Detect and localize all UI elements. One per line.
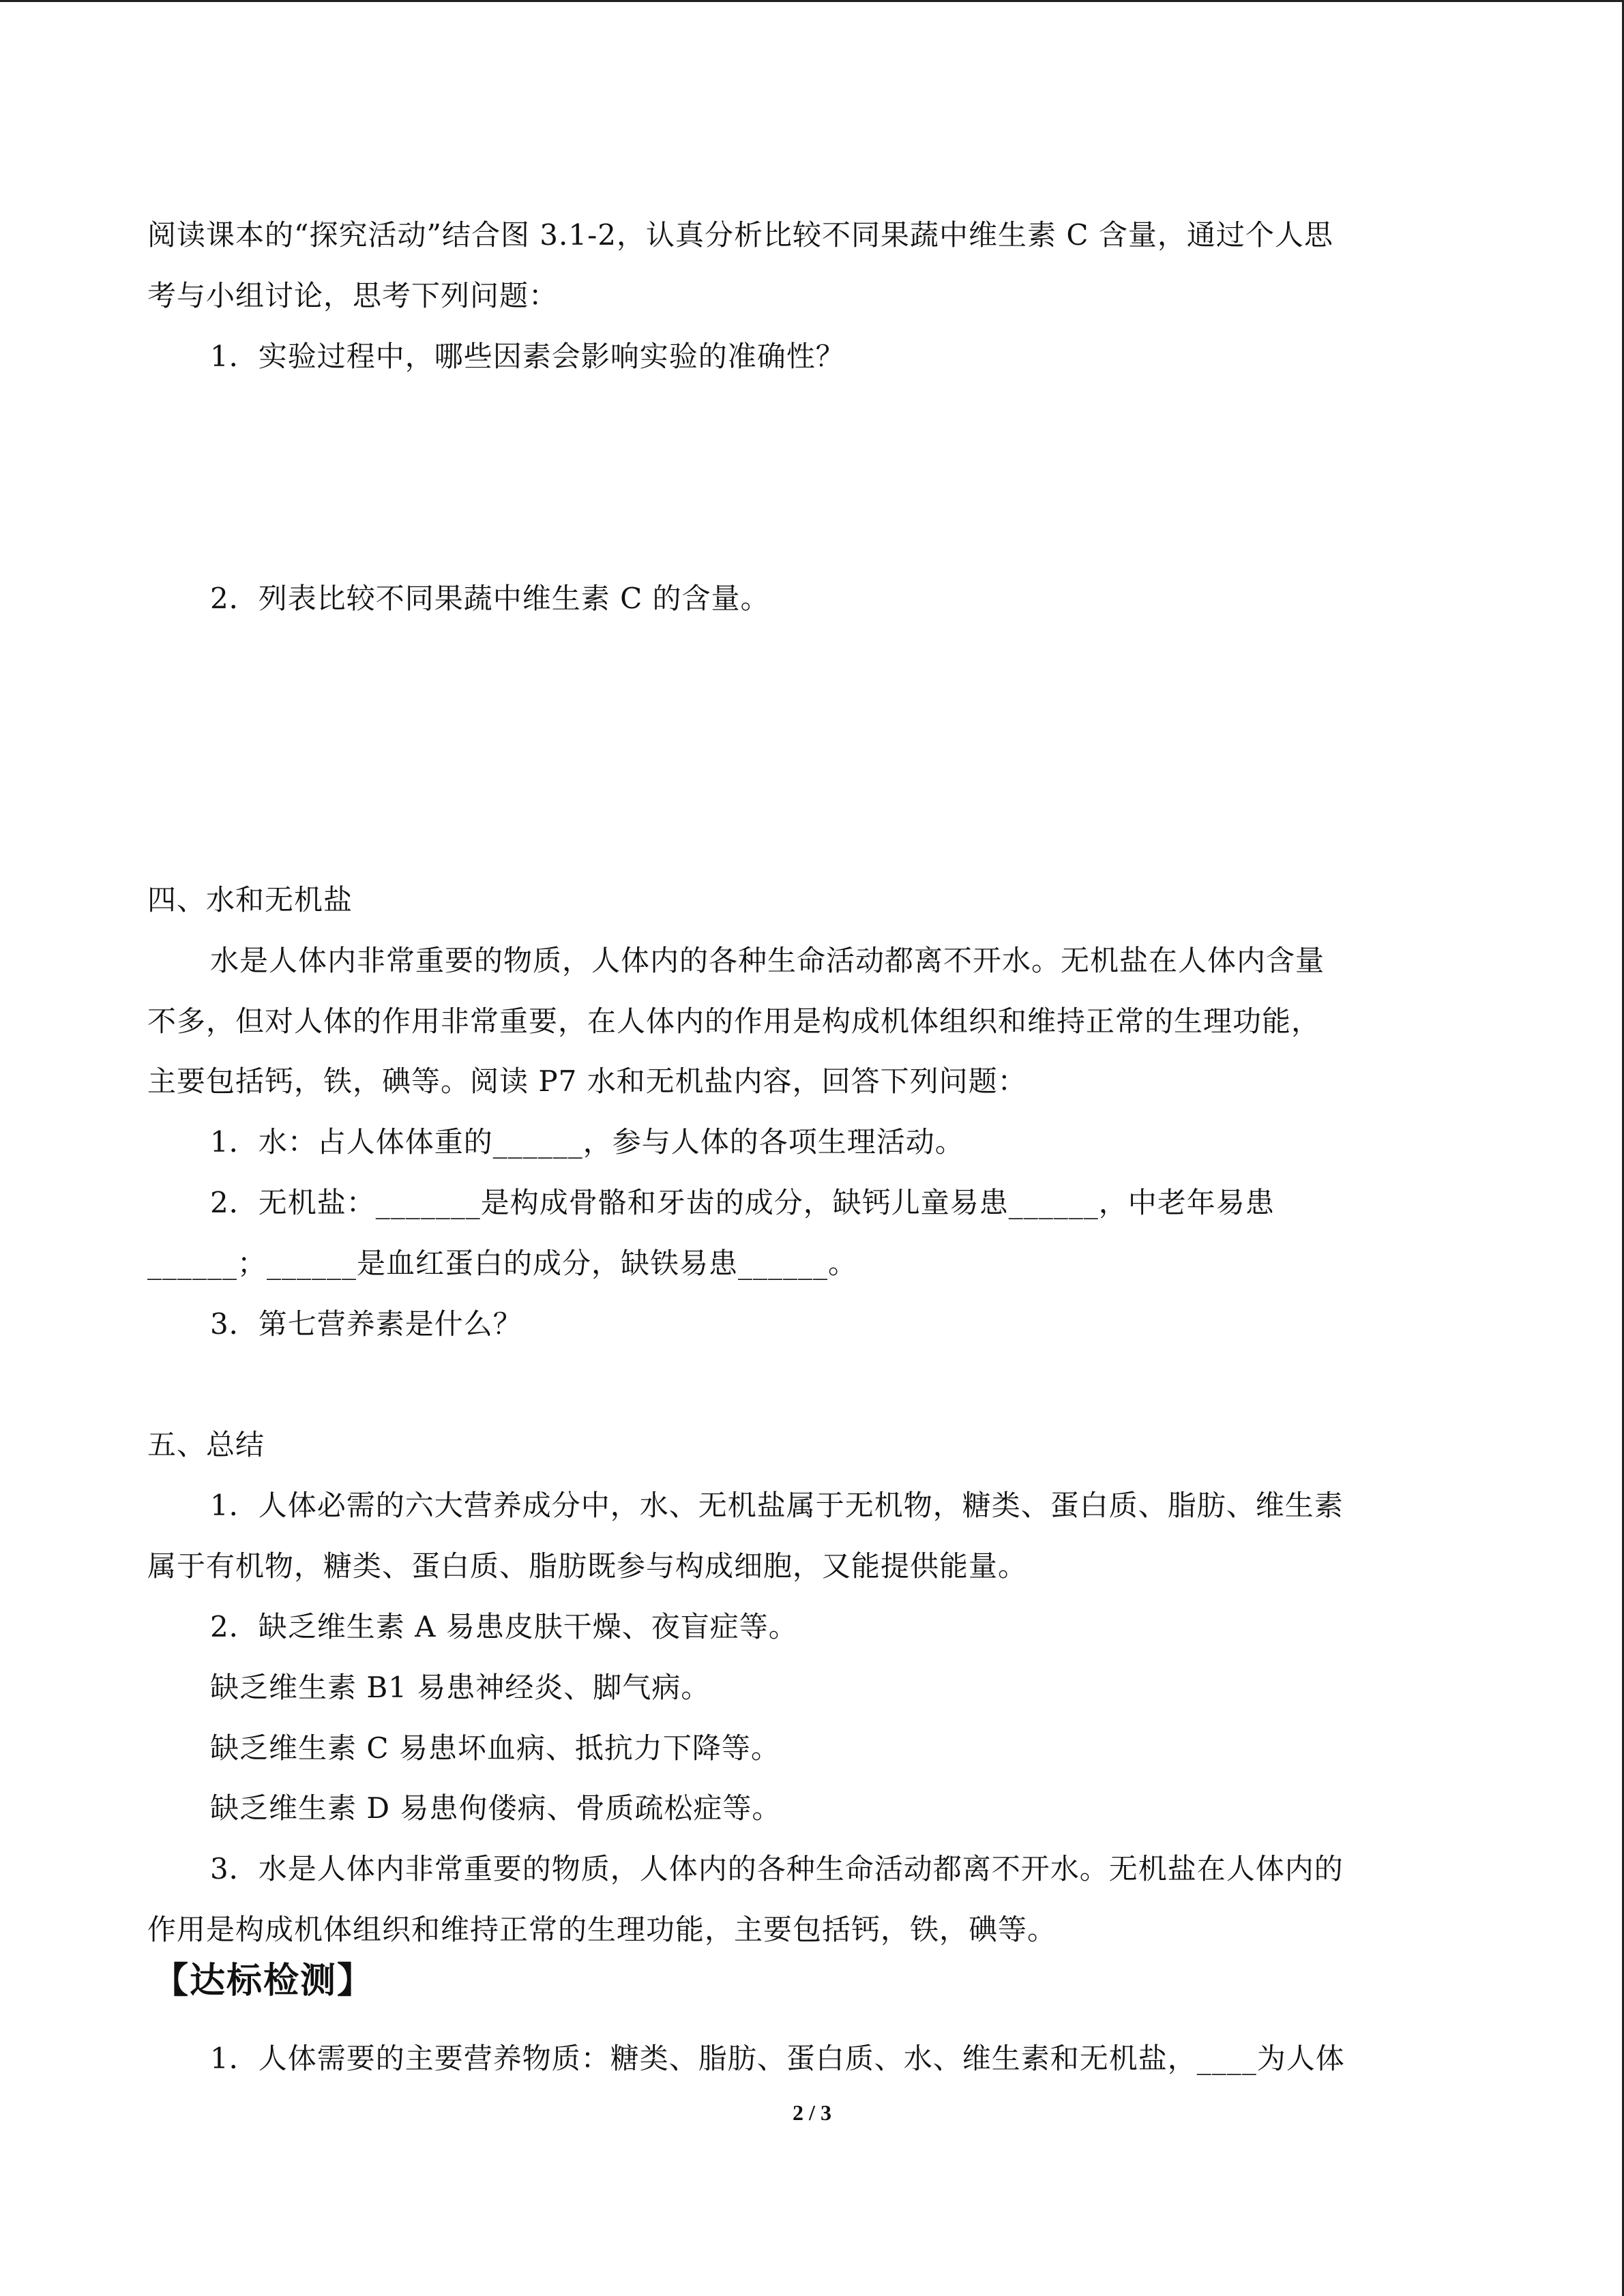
intro-line-1: 阅读课本的“探究活动”结合图 3.1-2，认真分析比较不同果蔬中维生素 C 含量，通过个人思 <box>147 218 1333 252</box>
summary-3-line-1: 3．水是人体内非常重要的物质，人体内的各种生命活动都离不开水。无机盐在人体内的 <box>210 1852 1344 1885</box>
paragraph-water-line-3: 主要包括钙，铁，碘等。阅读 P7 水和无机盐内容，回答下列问题： <box>147 1064 1027 1098</box>
summary-2-vitamin-a: 2．缺乏维生素 A 易患皮肤干燥、夜盲症等。 <box>210 1610 798 1643</box>
paragraph-water-line-1: 水是人体内非常重要的物质，人体内的各种生命活动都离不开水。无机盐在人体内含量 <box>210 944 1325 977</box>
summary-1-line-2: 属于有机物，糖类、蛋白质、脂肪既参与构成细胞，又能提供能量。 <box>147 1549 1028 1583</box>
paragraph-water-line-2: 不多，但对人体的作用非常重要，在人体内的作用是构成机体组织和维持正常的生理功能， <box>147 1004 1321 1038</box>
question-seventh-nutrient: 3．第七营养素是什么？ <box>210 1307 522 1341</box>
page-number: 2 / 3 <box>793 2100 831 2125</box>
fill-blank-minerals-line-1: 2．无机盐：_______是构成骨骼和牙齿的成分，缺钙儿童易患______，中老年易患 <box>210 1186 1275 1219</box>
section-five-title: 五、总结 <box>147 1428 265 1461</box>
summary-1-line-1: 1．人体必需的六大营养成分中，水、无机盐属于无机物，糖类、蛋白质、脂肪、维生素 <box>210 1489 1344 1522</box>
summary-3-line-2: 作用是构成机体组织和维持正常的生理功能，主要包括钙，铁，碘等。 <box>147 1913 1057 1946</box>
intro-line-2: 考与小组讨论，思考下列问题： <box>147 279 559 312</box>
section-heading-test: 【达标检测】 <box>153 1960 374 2001</box>
section-four-title: 四、水和无机盐 <box>147 883 353 916</box>
summary-vitamin-c: 缺乏维生素 C 易患坏血病、抵抗力下降等。 <box>210 1731 780 1765</box>
question-2: 2．列表比较不同果蔬中维生素 C 的含量。 <box>210 582 770 615</box>
fill-blank-minerals-line-2: ______；______是血红蛋白的成分，缺铁易患______。 <box>147 1247 858 1280</box>
test-question-1: 1．人体需要的主要营养物质：糖类、脂肪、蛋白质、水、维生素和无机盐，____为人体 <box>210 2042 1345 2075</box>
fill-blank-water: 1．水：占人体体重的______，参与人体的各项生理活动。 <box>210 1125 964 1159</box>
summary-vitamin-d: 缺乏维生素 D 易患佝偻病、骨质疏松症等。 <box>210 1791 782 1825</box>
question-1: 1．实验过程中，哪些因素会影响实验的准确性？ <box>210 340 845 373</box>
summary-vitamin-b1: 缺乏维生素 B1 易患神经炎、脚气病。 <box>210 1671 711 1704</box>
